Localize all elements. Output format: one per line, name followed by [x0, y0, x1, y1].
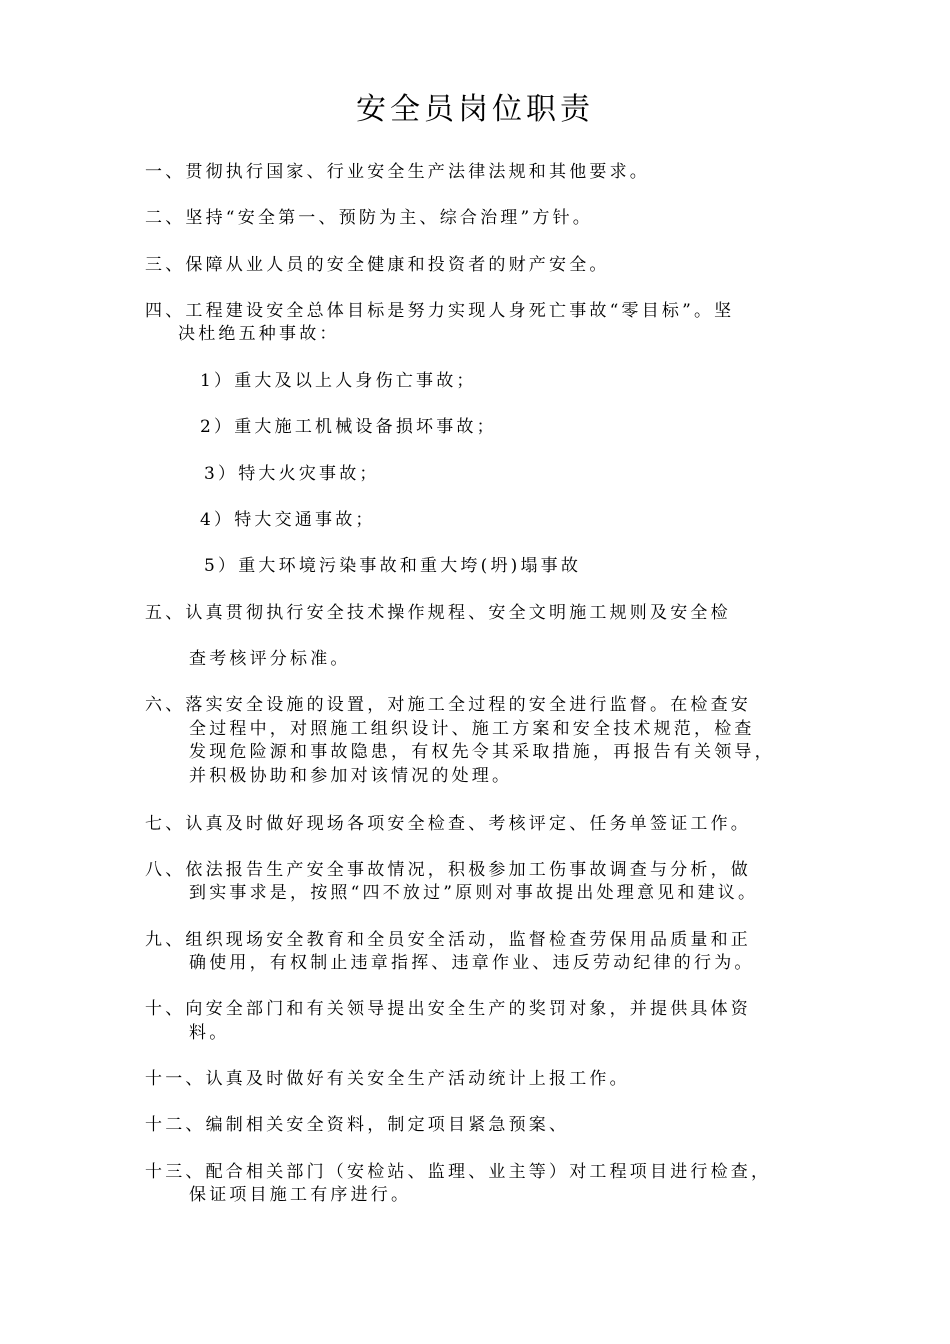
sub-item-1: 1）重大及以上人身伤亡事故；	[200, 371, 477, 391]
item-5-line-2: 查考核评分标准。	[189, 649, 351, 669]
item-7-line-1: 七、认真及时做好现场各项安全检查、考核评定、任务单签证工作。	[145, 814, 751, 834]
sub-item-4: 4）特大交通事故；	[200, 510, 376, 530]
item-3-line-1: 三、保障从业人员的安全健康和投资者的财产安全。	[145, 255, 610, 275]
item-11-line-1: 十一、认真及时做好有关安全生产活动统计上报工作。	[145, 1069, 630, 1089]
item-2-line-1: 二、坚持“安全第一、预防为主、综合治理”方针。	[145, 208, 593, 228]
item-6-line-2: 全过程中，对照施工组织设计、施工方案和安全技术规范，检查	[189, 719, 755, 739]
item-6-line-1: 六、落实安全设施的设置，对施工全过程的安全进行监督。在检查安	[145, 695, 751, 715]
sub-item-3: 3）特大火灾事故；	[204, 464, 380, 484]
item-13-line-1: 十三、配合相关部门（安检站、监理、业主等）对工程项目进行检查，	[145, 1162, 772, 1182]
item-6-line-3: 发现危险源和事故隐患，有权先令其采取措施，再报告有关领导，	[189, 742, 775, 762]
item-4-line-1: 四、工程建设安全总体目标是努力实现人身死亡事故“零目标”。坚	[145, 301, 735, 321]
item-10-line-1: 十、向安全部门和有关领导提出安全生产的奖罚对象，并提供具体资	[145, 999, 751, 1019]
item-9-line-1: 九、组织现场安全教育和全员安全活动，监督检查劳保用品质量和正	[145, 930, 751, 950]
item-5-line-1: 五、认真贯彻执行安全技术操作规程、安全文明施工规则及安全检	[145, 603, 731, 623]
item-9-line-2: 确使用，有权制止违章指挥、违章作业、违反劳动纪律的行为。	[189, 953, 755, 973]
item-12-line-1: 十二、编制相关安全资料，制定项目紧急预案、	[145, 1115, 570, 1135]
page-title: 安全员岗位职责	[356, 92, 594, 127]
item-13-line-2: 保证项目施工有序进行。	[189, 1185, 412, 1205]
sub-item-5: 5）重大环境污染事故和重大垮(坍)塌事故	[204, 556, 582, 576]
item-8-line-1: 八、依法报告生产安全事故情况，积极参加工伤事故调查与分析，做	[145, 860, 751, 880]
item-4-line-2: 决杜绝五种事故：	[178, 324, 340, 344]
item-8-line-2: 到实事求是，按照“四不放过”原则对事故提出处理意见和建议。	[189, 883, 759, 903]
item-1-line-1: 一、贯彻执行国家、行业安全生产法律法规和其他要求。	[145, 162, 650, 182]
sub-item-2: 2）重大施工机械设备损坏事故；	[200, 417, 497, 437]
item-6-line-4: 并积极协助和参加对该情况的处理。	[189, 766, 513, 786]
item-10-line-2: 料。	[189, 1023, 230, 1043]
